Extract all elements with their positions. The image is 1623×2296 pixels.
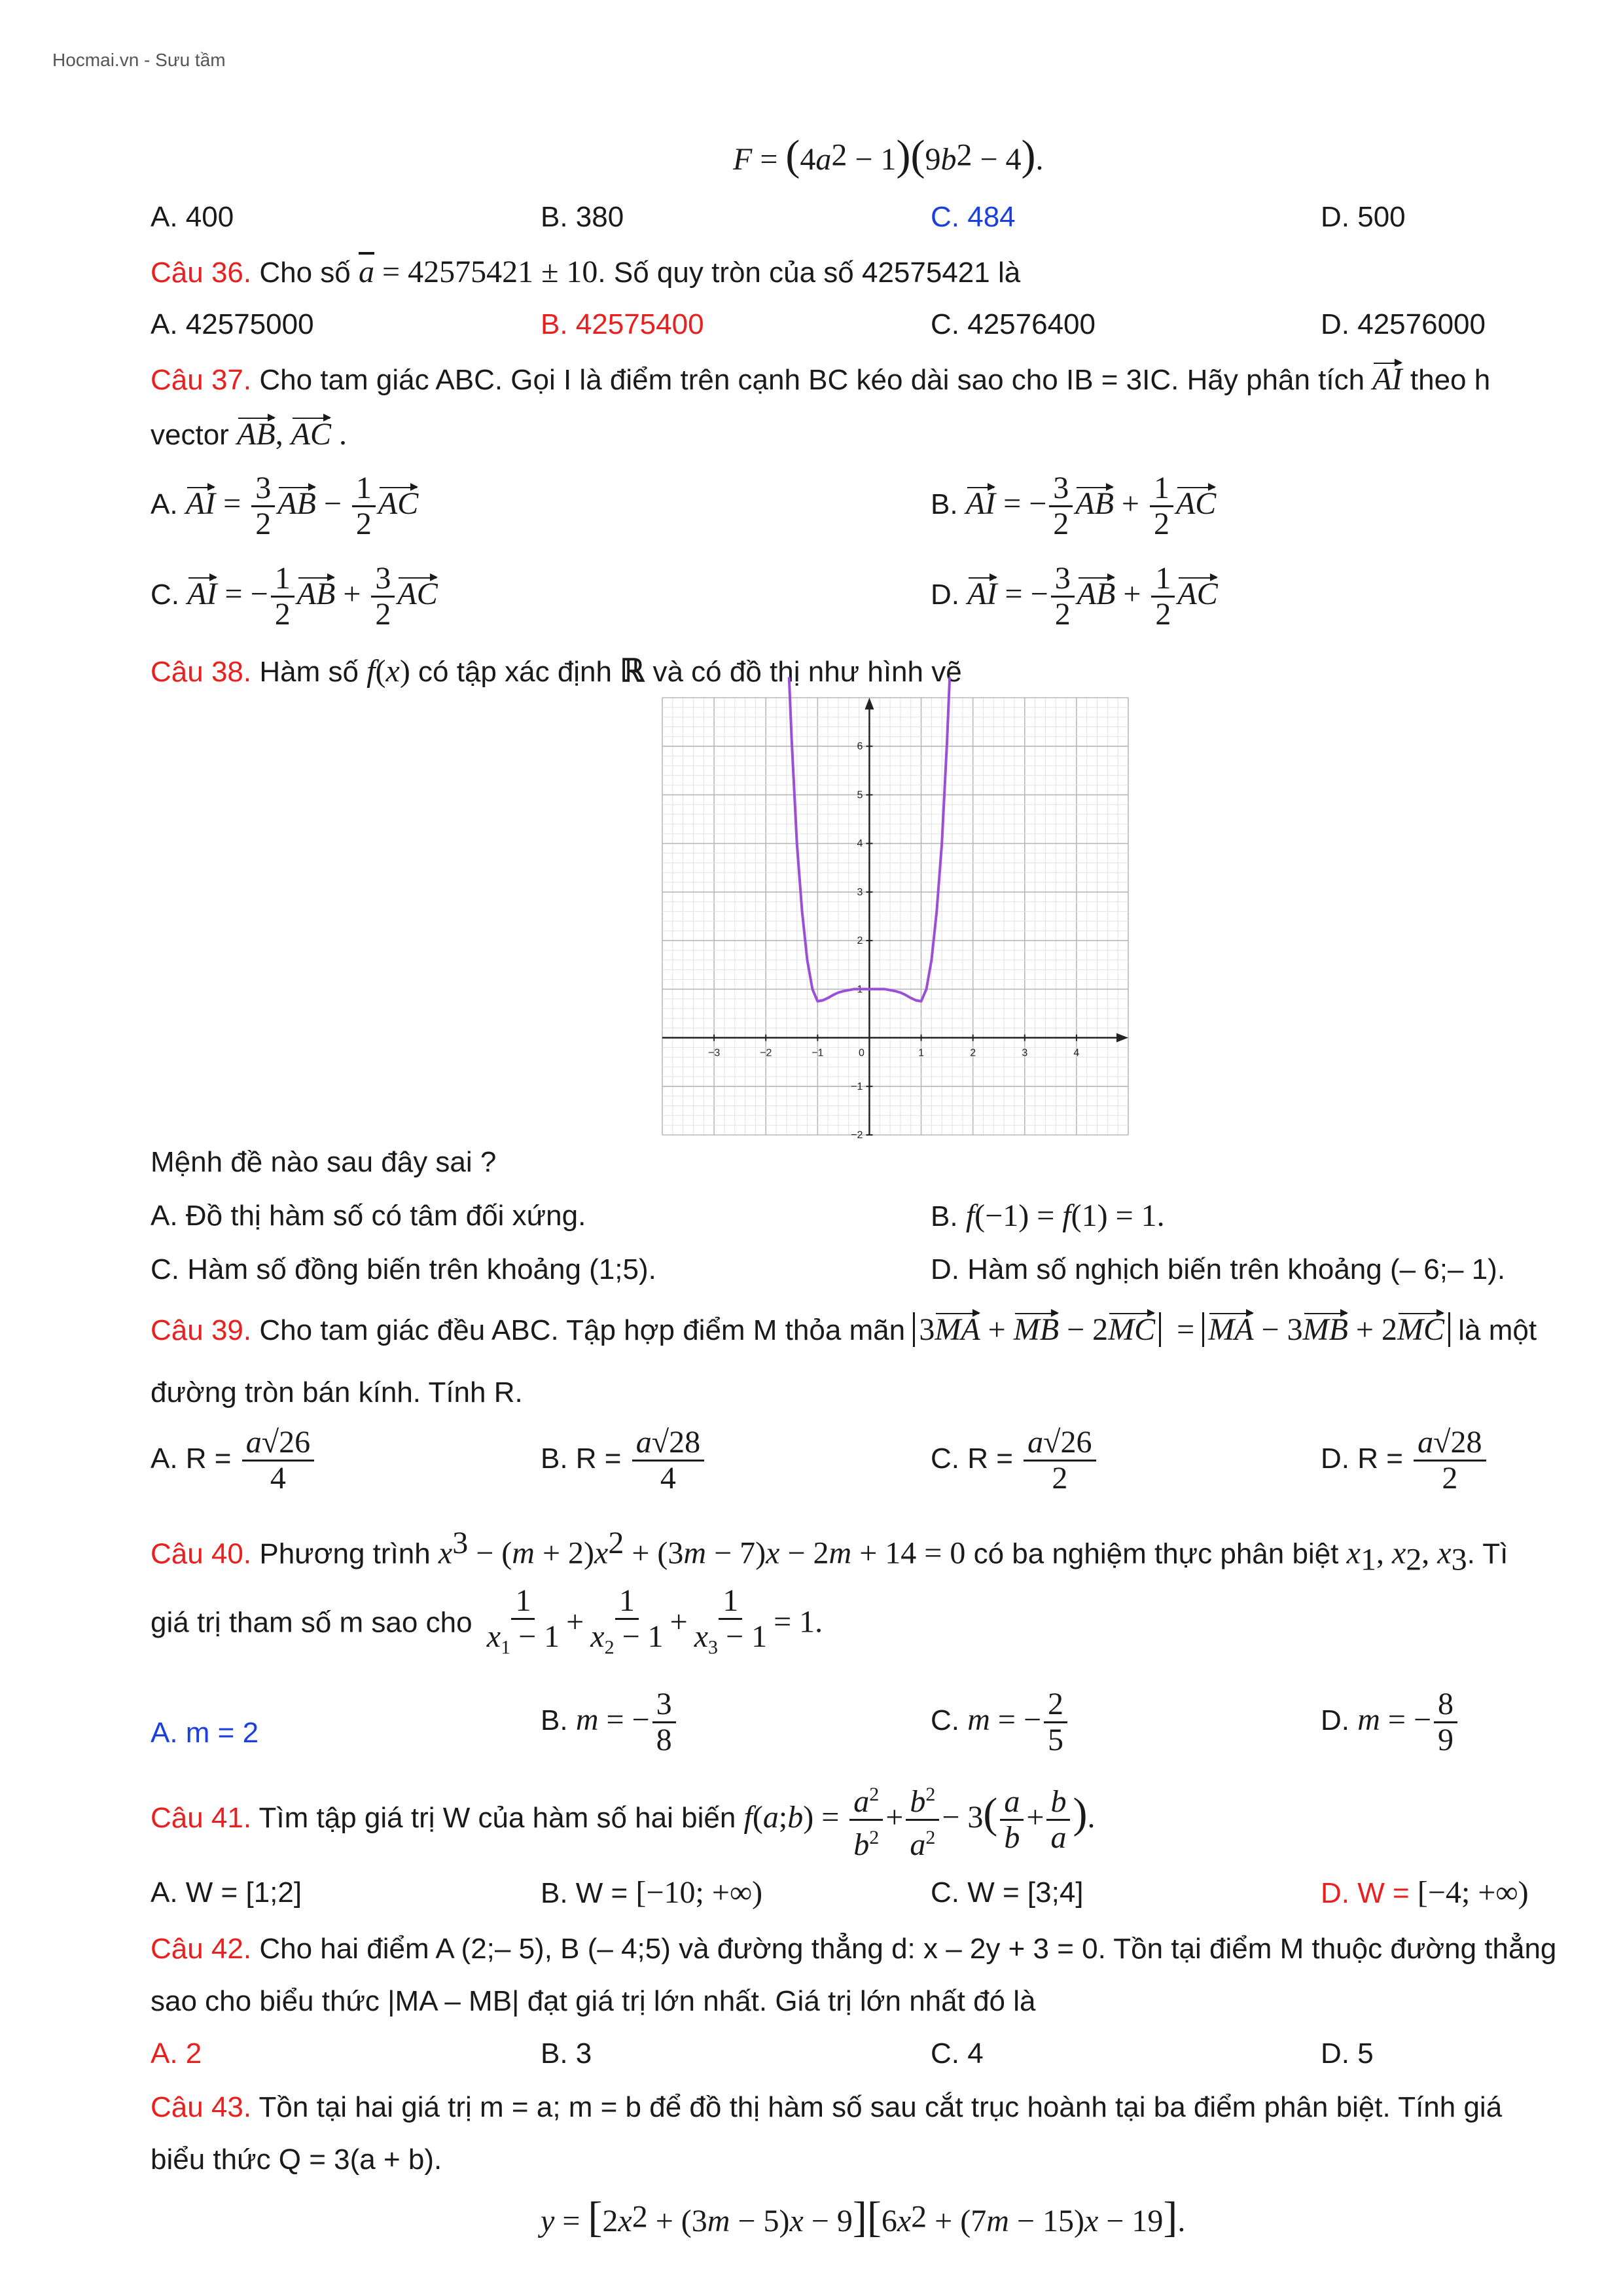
q41-option-c[interactable]: C. W = [3;4]	[931, 1876, 1084, 1909]
graph-axes	[662, 698, 1128, 1135]
y-tick-label: −2	[851, 1130, 863, 1141]
q41-option-a[interactable]: A. W = [1;2]	[151, 1876, 302, 1909]
q38-stem: Câu 38. Hàm số f(x) có tập xác định ℝ và có đồ thị như hình vẽ	[151, 654, 962, 689]
y-tick-label: 5	[857, 789, 863, 801]
q42-option-d[interactable]: D. 5	[1321, 2037, 1374, 2070]
q42-option-c[interactable]: C. 4	[931, 2037, 984, 2070]
q41-stem: Câu 41. Tìm tập giá trị W của hàm số hai biến f(a;b) = $\frac{a^2}{b^2}$ + $\frac{b^2}{a^2}$ − 3( $\frac{a}{b}$ + $\frac{b}{a}$ ).	[151, 1778, 1095, 1862]
q40-stem: Câu 40. Phương trình $x^3 - (m + 2)x^2 + (3m - 7)x - 2m + 14 = 0$ có ba nghiệm thực phân biệt $x_1$, $x_2$, $x_3$. Tì	[151, 1526, 1508, 1577]
y-tick-label: −1	[851, 1081, 863, 1092]
q43-stem: Câu 43. Tồn tại hai giá trị m = a; m = b để đồ thị hàm số sau cắt trục hoành tại ba điểm phân biệt. Tính giá	[151, 2091, 1503, 2123]
q36-option-d[interactable]: D. 42576000	[1321, 308, 1486, 340]
q42-label: Câu 42.	[151, 1933, 252, 1965]
q38-label: Câu 38.	[151, 656, 252, 688]
q39-option-a[interactable]: A. R = $\frac{a√26}{4}$	[151, 1426, 317, 1496]
q35-option-d[interactable]: D. 500	[1321, 201, 1406, 233]
q42-option-a[interactable]: A. 2	[151, 2037, 202, 2070]
q36-option-a[interactable]: A. 42575000	[151, 308, 314, 340]
function-graph	[662, 698, 1128, 1141]
x-tick-label: −2	[760, 1047, 772, 1059]
q36-stem: Câu 36. Cho số $\overline{a} = 42575421 \pm 10$. Số quy tròn của số 42575421 là	[151, 255, 1021, 289]
q38-option-b[interactable]: B. f(−1) = f(1) = 1.	[931, 1198, 1165, 1233]
q37-text: Cho tam giác ABC. Gọi I là điểm trên cạnh BC kéo dài sao cho IB = 3IC. Hãy phân tích	[259, 364, 1365, 396]
q39-option-c[interactable]: C. R = $\frac{a√26}{2}$	[931, 1426, 1099, 1496]
x-tick-label: 1	[918, 1047, 925, 1059]
q35-option-a[interactable]: A. 400	[151, 201, 234, 233]
y-tick-label: 6	[857, 741, 863, 753]
x-tick-label: 4	[1073, 1047, 1080, 1059]
q41-label: Câu 41.	[151, 1802, 252, 1835]
q39-option-d[interactable]: D. R = $\frac{a√28}{2}$	[1321, 1426, 1489, 1496]
q41-option-b[interactable]: B. W = [−10; +∞)	[541, 1875, 763, 1910]
q37-option-b[interactable]: B. AI = − $\frac{3}{2}$ AB + $\frac{1}{2}$ AC	[931, 471, 1217, 541]
q36-text-after: . Số quy tròn của số 42575421 là	[597, 257, 1021, 289]
q37-option-a[interactable]: A. AI = $\frac{3}{2}$ AB − $\frac{1}{2}$ AC	[151, 471, 419, 541]
q39-line2: đường tròn bán kính. Tính R.	[151, 1376, 523, 1408]
q43-formula: $y = [2x^2 + (3m - 5)x - 9][6x^2 + (7m - 15)x - 19]$.	[541, 2193, 1186, 2241]
x-tick-label: 3	[1022, 1047, 1028, 1059]
q40-option-c[interactable]: C. m = − $\frac{2}{5}$	[931, 1687, 1070, 1757]
x-tick-label: −3	[707, 1047, 721, 1059]
x-tick-label: 2	[970, 1047, 976, 1059]
q38-option-d[interactable]: D. Hàm số nghịch biến trên khoảng (– 6;– 1).	[931, 1253, 1506, 1285]
q36-label: Câu 36.	[151, 257, 252, 289]
y-axis-arrow	[865, 698, 874, 709]
y-tick-label: 2	[857, 935, 863, 947]
q40-option-d[interactable]: D. m = − $\frac{8}{9}$	[1321, 1687, 1460, 1757]
q36-text-before: Cho số	[259, 257, 351, 289]
q38-option-c[interactable]: C. Hàm số đồng biến trên khoảng (1;5).	[151, 1253, 656, 1285]
q42-stem: Câu 42. Cho hai điểm A (2;– 5), B (– 4;5) và đường thẳng d: x – 2y + 3 = 0. Tồn tại điểm M thuộc đường thẳng	[151, 1933, 1557, 1965]
q35-option-c[interactable]: C. 484	[931, 201, 1016, 233]
q37-option-d[interactable]: D. AI = − $\frac{3}{2}$ AB + $\frac{1}{2}$ AC	[931, 561, 1218, 632]
q36-option-b[interactable]: B. 42575400	[541, 308, 704, 340]
q35-option-b[interactable]: B. 380	[541, 201, 624, 233]
q42-line2: sao cho biểu thức |MA – MB| đạt giá trị lớn nhất. Giá trị lớn nhất đó là	[151, 1985, 1036, 2017]
y-tick-label: 4	[857, 838, 863, 850]
q36-option-c[interactable]: C. 42576400	[931, 308, 1096, 340]
q39-stem: Câu 39. Cho tam giác đều ABC. Tập hợp điểm M thỏa mãn 3MA + MB − 2MC = MA − 3MB + 2MC là một	[151, 1312, 1537, 1347]
q41-option-d[interactable]: D. W = [−4; +∞)	[1321, 1875, 1529, 1910]
q40-option-a[interactable]: A. m = 2	[151, 1717, 259, 1749]
q40-option-b[interactable]: B. m = − $\frac{3}{8}$	[541, 1687, 679, 1757]
q37-stem: Câu 37. Cho tam giác ABC. Gọi I là điểm trên cạnh BC kéo dài sao cho IB = 3IC. Hãy phân tích AI theo h	[151, 362, 1491, 397]
q40-label: Câu 40.	[151, 1537, 252, 1570]
y-tick-label: 1	[857, 984, 863, 996]
x-axis-arrow	[1116, 1033, 1128, 1043]
q40-line2: giá trị tham số m sao cho $\frac{1}{x_1 - 1}$ + $\frac{1}{x_2 - 1}$ + $\frac{1}{x_3 - 1}$ = 1.	[151, 1583, 823, 1659]
q43-line2: biểu thức Q = 3(a + b).	[151, 2144, 442, 2176]
q37-text-tail: theo h	[1410, 364, 1491, 396]
q35-formula: $F = (4a^2 - 1)(9b^2 - 4)$.	[733, 132, 1044, 179]
page-header-source: Hocmai.vn - Sưu tầm	[52, 50, 226, 70]
graph-grid	[662, 698, 1128, 1135]
q39-option-b[interactable]: B. R = $\frac{a√28}{4}$	[541, 1426, 707, 1496]
q37-option-c[interactable]: C. AI = − $\frac{1}{2}$ AB + $\frac{3}{2}$ AC	[151, 561, 438, 632]
y-tick-label: 3	[857, 886, 863, 898]
q43-label: Câu 43.	[151, 2091, 252, 2123]
q37-line2: vector AB, AC .	[151, 417, 348, 452]
q37-label: Câu 37.	[151, 364, 252, 396]
x-tick-label: −1	[812, 1047, 824, 1059]
q38-option-a[interactable]: A. Đồ thị hàm số có tâm đối xứng.	[151, 1200, 586, 1232]
x-tick-label: 0	[858, 1047, 865, 1059]
q38-statement: Mệnh đề nào sau đây sai ?	[151, 1146, 497, 1178]
q42-option-b[interactable]: B. 3	[541, 2037, 592, 2070]
q39-label: Câu 39.	[151, 1314, 252, 1346]
